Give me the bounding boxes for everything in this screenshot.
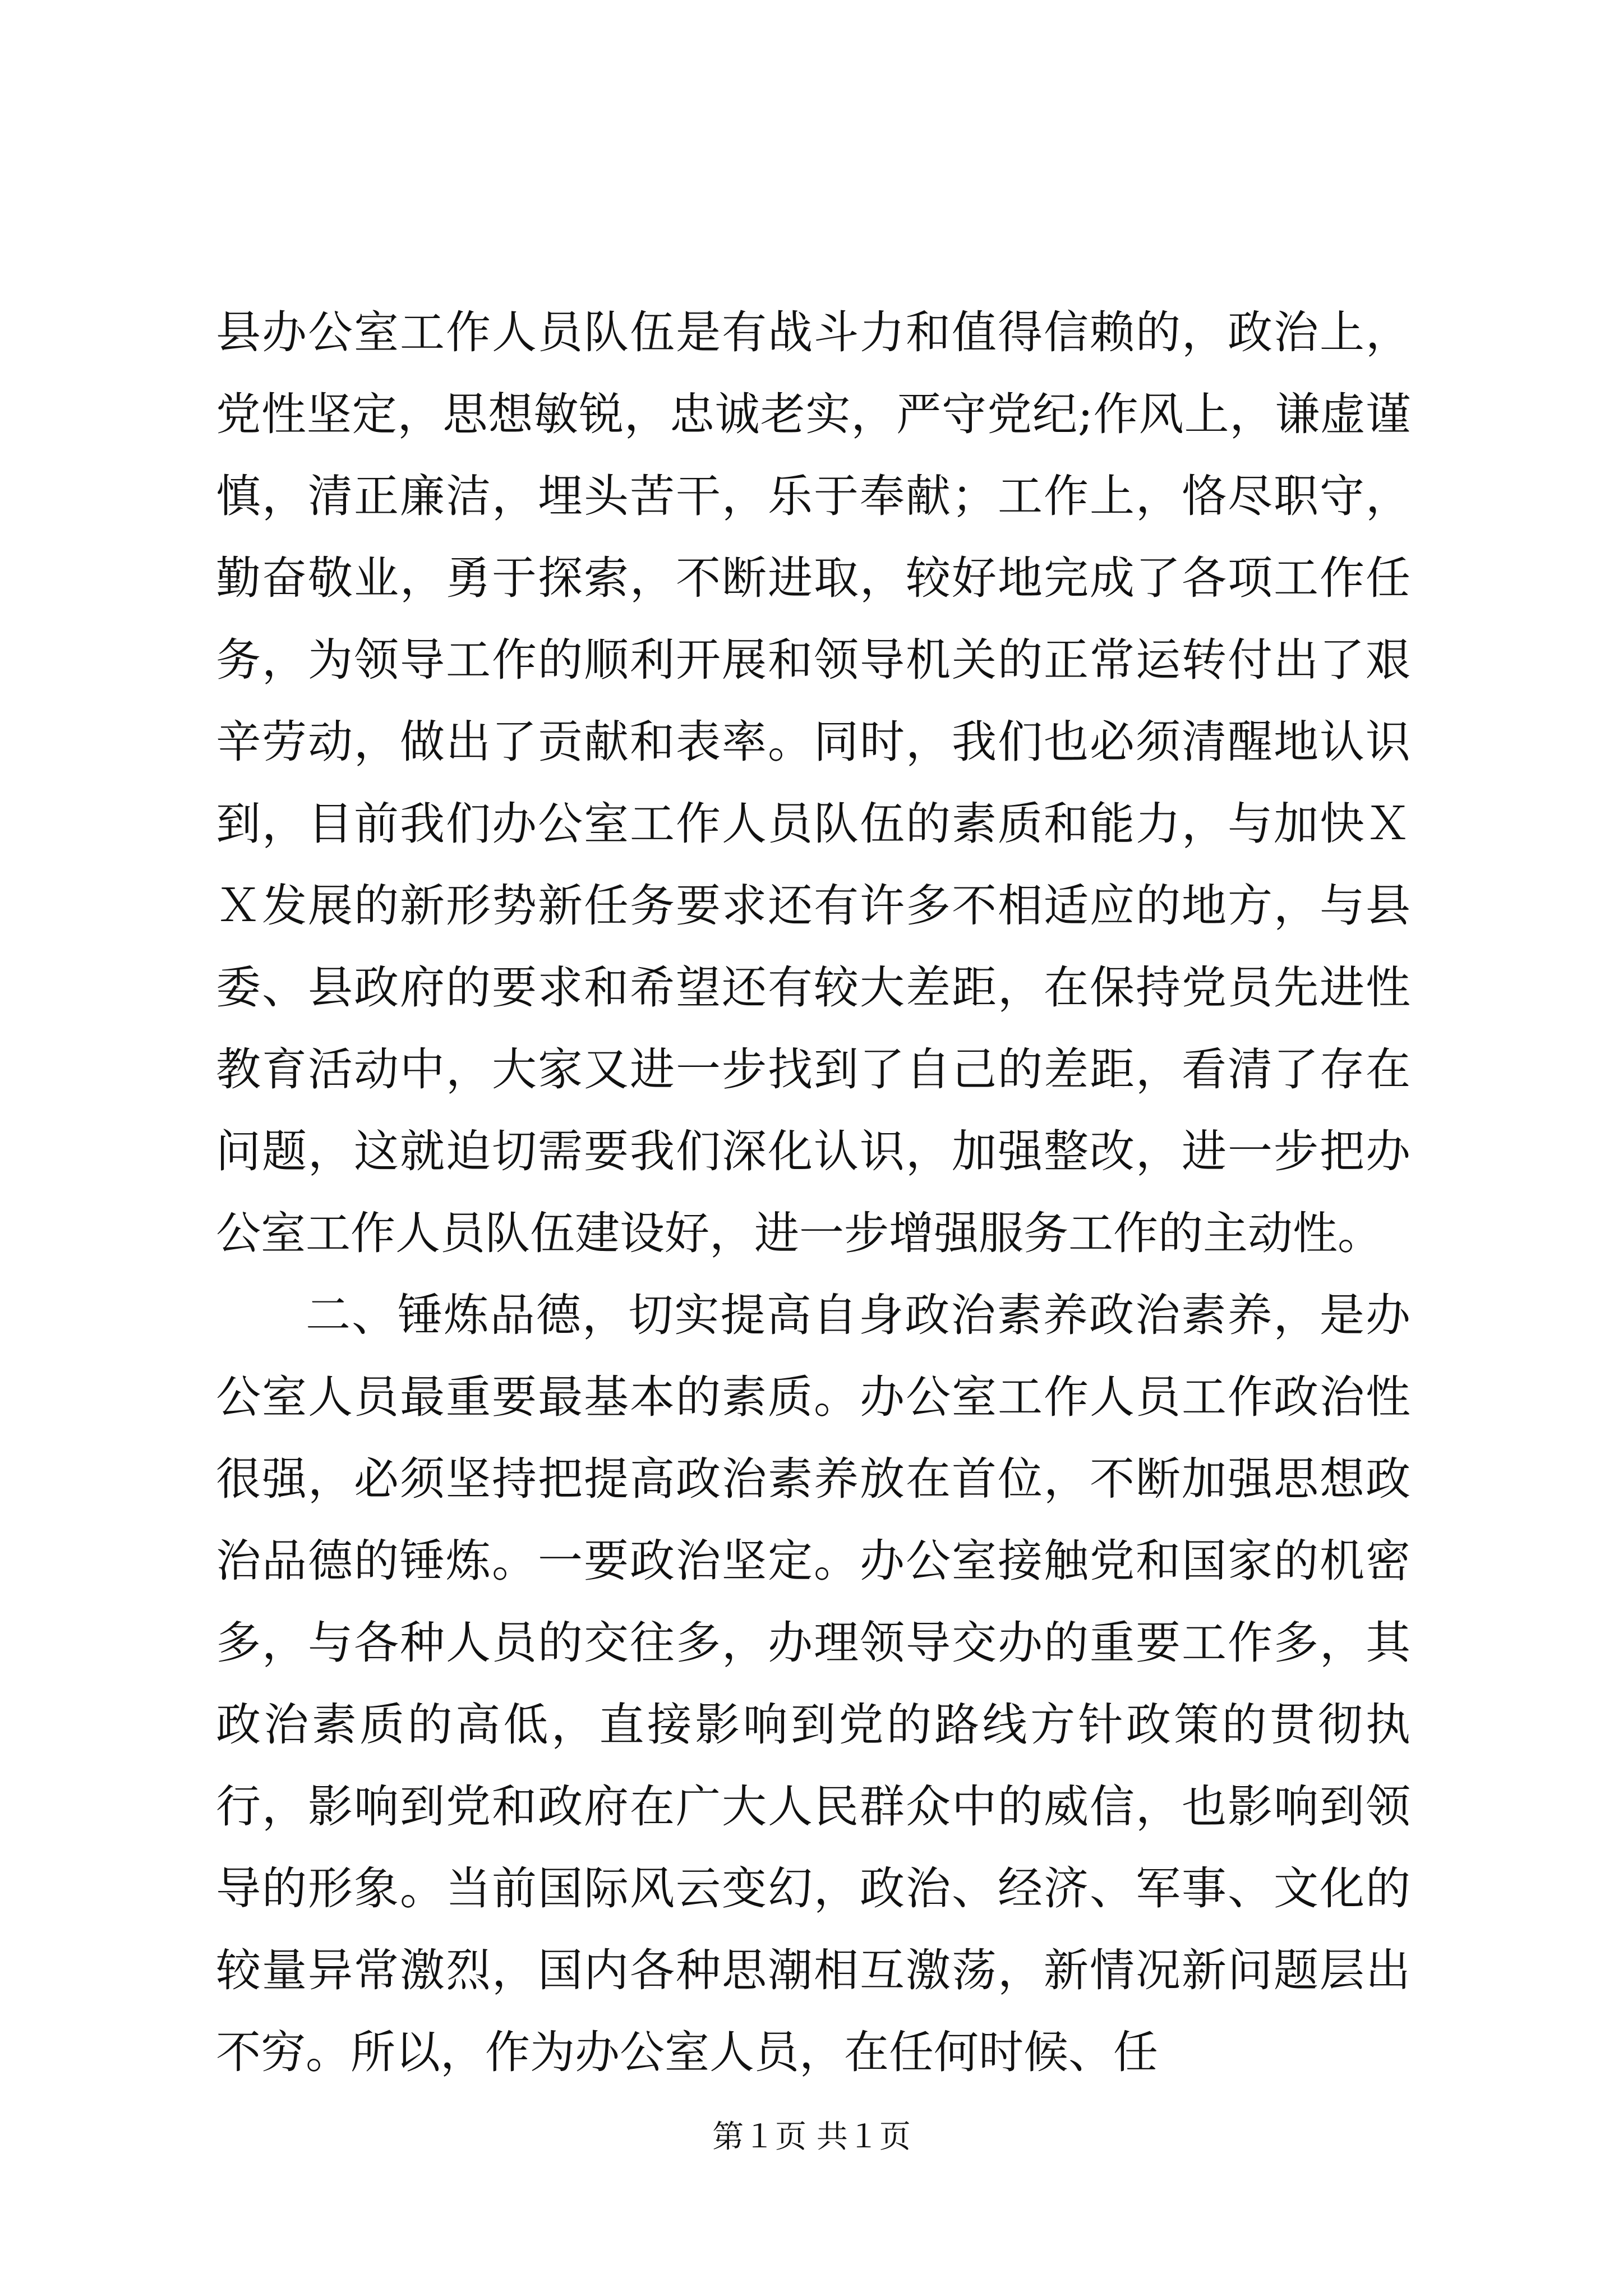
document-body [216, 292, 1410, 2093]
page-footer [0, 2118, 1623, 2157]
paragraph-1: 县办公室工作人员队伍是有战斗力和值得信赖的，政治上，党性坚定，思想敏锐，忠诚老实，严守党纪;作风上，谦虚谨慎，清正廉洁，埋头苦干，乐于奉献；工作上，恪尽职守，勤奋敬业，勇于探索，不断进取，较好地完成了各项工作任务，为领导工作的顺利开展和领导机关的正常运转付出了艰辛劳动，做出了贡献和表率。同时，我们也必须清醒地认识到，目前我们办公室工作人员队伍的素质和能力，与加快ＸＸ发展的新形势新任务要求还有许多不相适应的地方，与县委、县政府的要求和希望还有较大差距，在保持党员先进性教育活动中，大家又进一步找到了自己的差距，看清了存在问题，这就迫切需要我们深化认识，加强整改，进一步把办公室工作人员队伍建设好，进一步增强服务工作的主动性。 [216, 306, 1410, 1259]
page-number-label: 第１页 共１页 [712, 2119, 911, 2155]
paragraph-2: 二、锤炼品德，切实提高自身政治素养政治素养，是办公室人员最重要最基本的素质。办公室工作人员工作政治性很强，必须坚持把提高政治素养放在首位，不断加强思想政治品德的锤炼。一要政治坚定。办公室接触党和国家的机密多，与各种人员的交往多，办理领导交办的重要工作多，其政治素质的高低，直接影响到党的路线方针政策的贯彻执行，影响到党和政府在广大人民群众中的威信，也影响到领导的形象。当前国际风云变幻，政治、经济、军事、文化的较量异常激烈，国内各种思潮相互激荡，新情况新问题层出不穷。所以，作为办公室人员，在任何时候、任 [216, 1289, 1410, 2078]
